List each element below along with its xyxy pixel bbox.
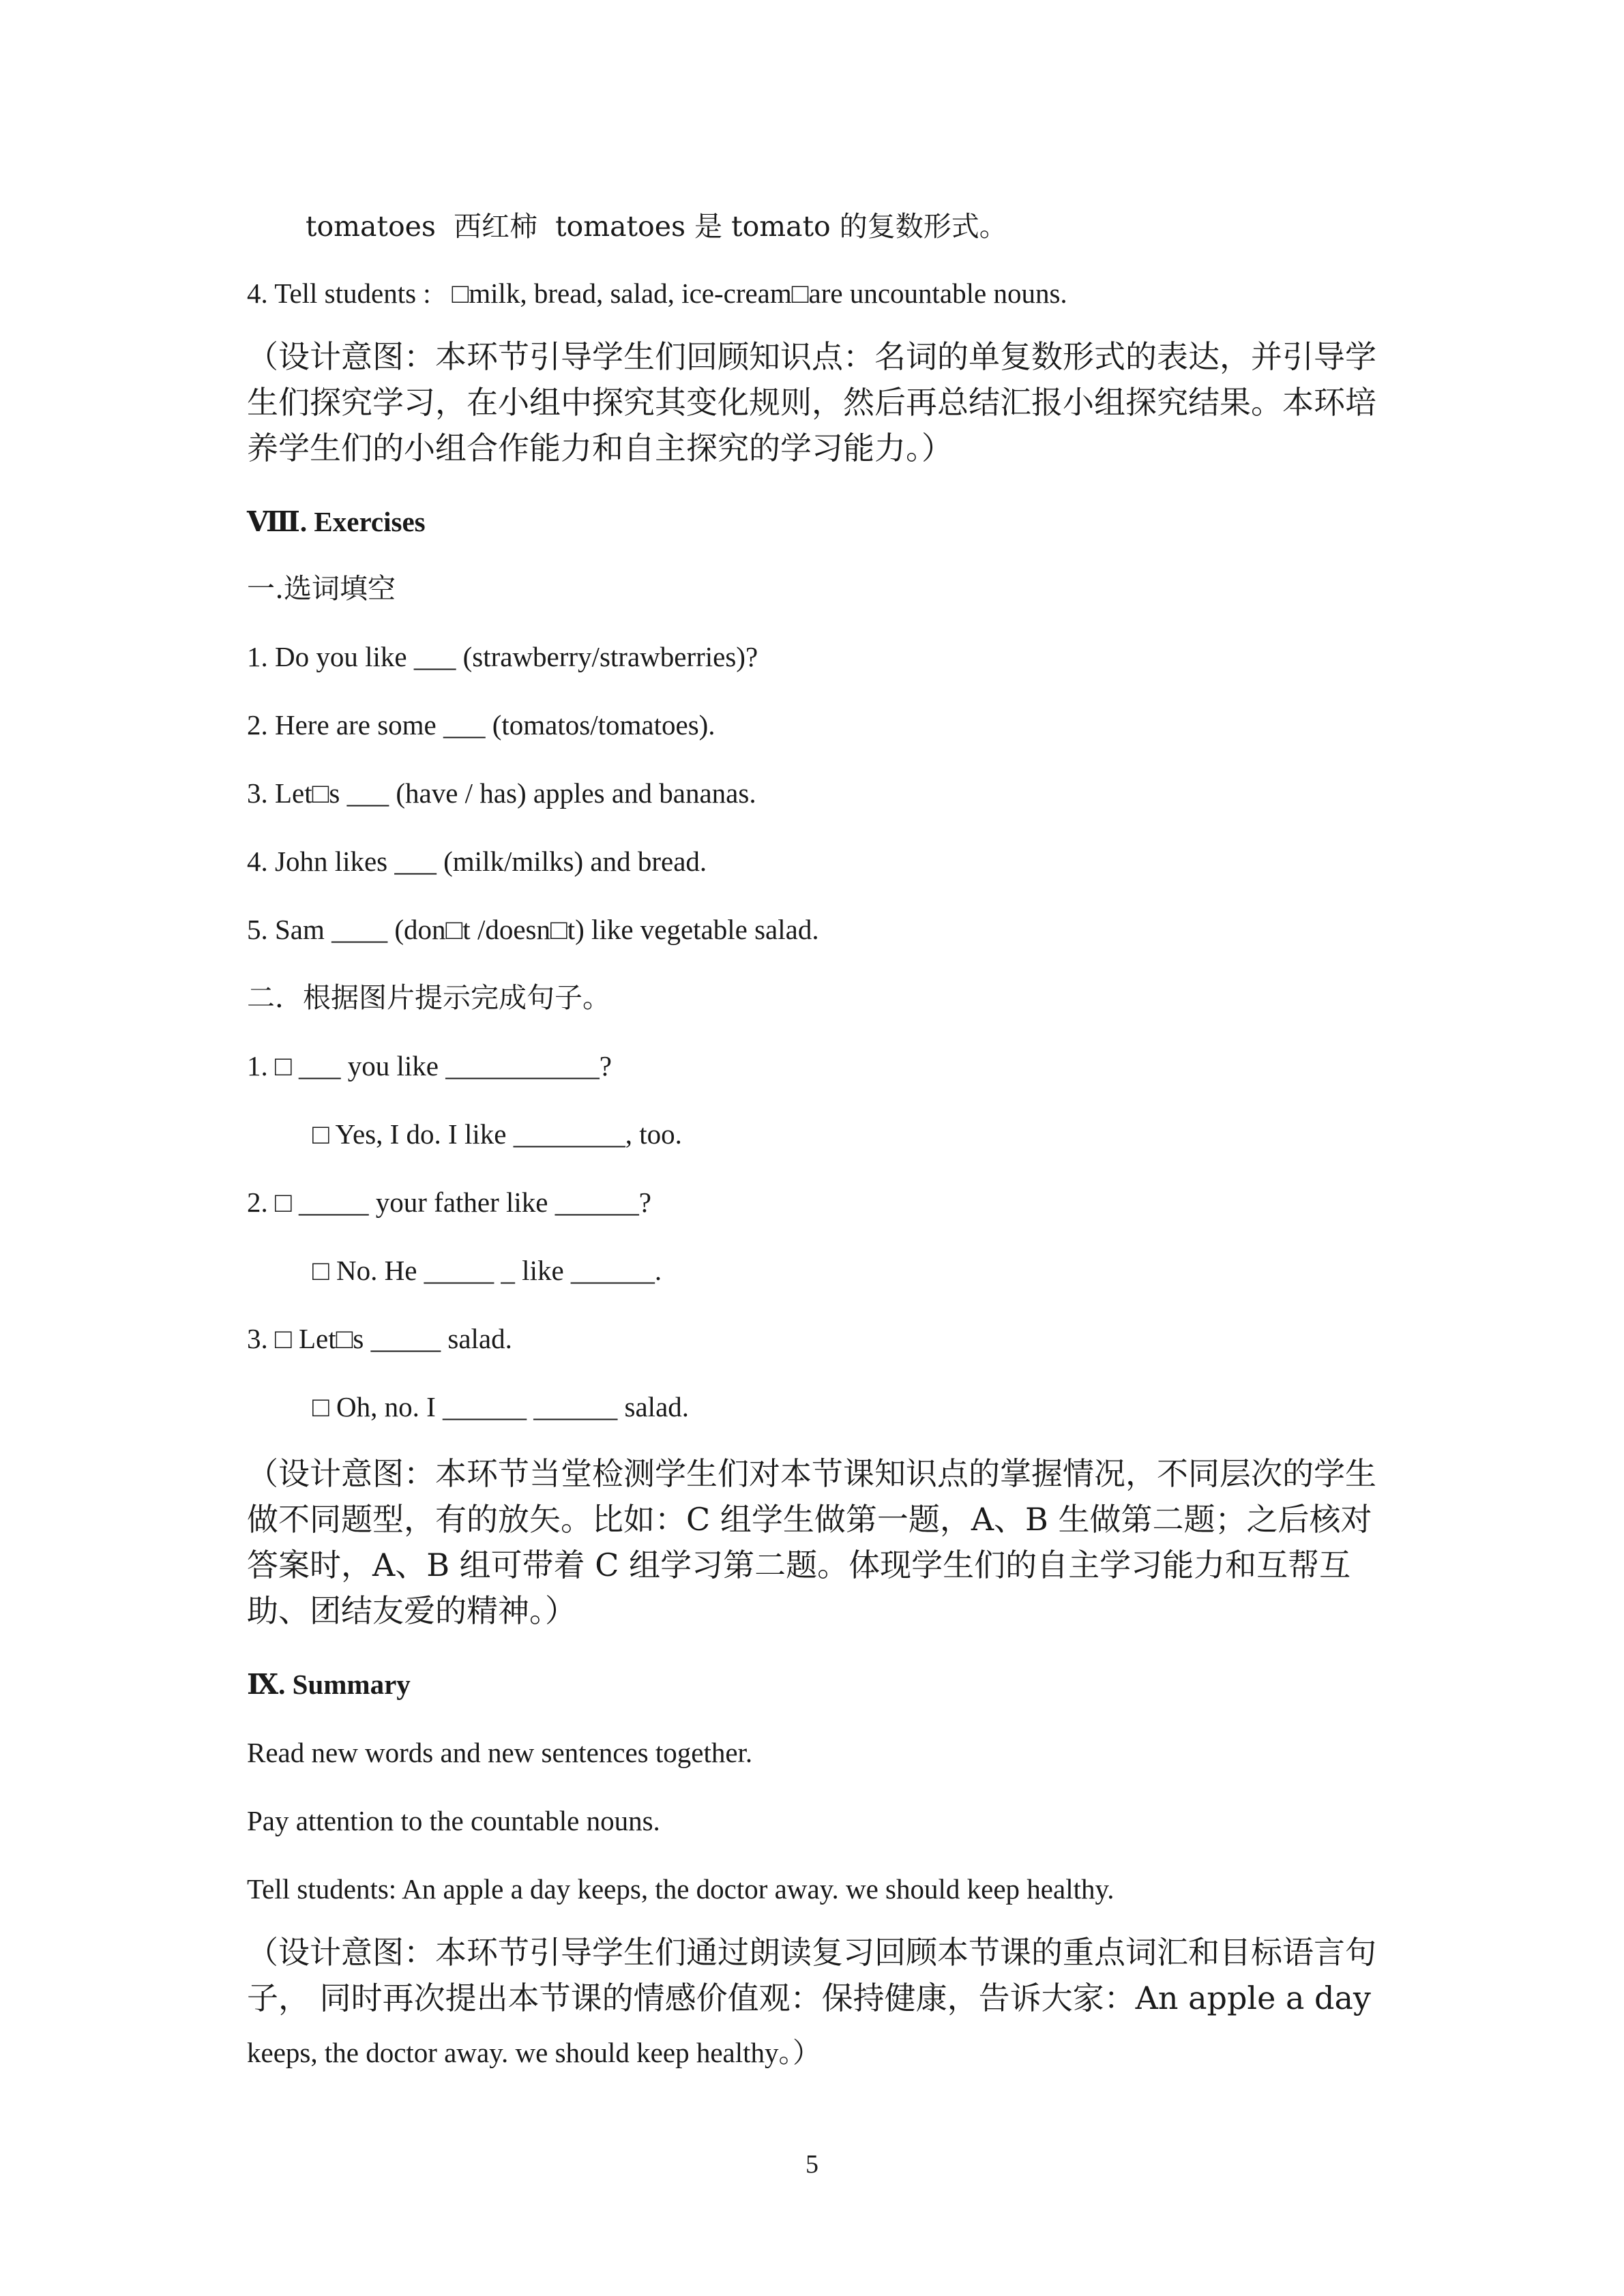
subsection-title-fill-in: 一.选词填空 — [247, 572, 396, 605]
exercise-item-4: 4. John likes ___ (milk/milks) and bread. — [247, 846, 707, 877]
design-intent-paragraph-3-end: keeps, the doctor away. we should keep healthy。） — [247, 2037, 821, 2068]
question-1-line-b: □ Yes, I do. I like ________, too. — [312, 1118, 682, 1150]
summary-line-2: Pay attention to the countable nouns. — [247, 1805, 660, 1836]
question-3-line-a: 3. □ Let□s _____ salad. — [247, 1323, 512, 1354]
exercise-item-5: 5. Sam ____ (don□t /doesn□t) like vegetable salad. — [247, 914, 819, 945]
subsection-title-complete-sentences: 二．根据图片提示完成句子。 — [247, 981, 610, 1014]
summary-line-3: Tell students: An apple a day keeps, the doctor away. we should keep healthy. — [247, 1873, 1114, 1905]
text-line-tomatoes: tomatoes 西红柿 tomatoes 是 tomato 的复数形式。 — [306, 210, 1007, 243]
question-1-line-a: 1. □ ___ you like ___________? — [247, 1050, 612, 1082]
text-line-uncountable-nouns: 4. Tell students : □milk, bread, salad, ice-cream□are uncountable nouns. — [247, 278, 1067, 309]
design-intent-paragraph-1: （设计意图：本环节引导学生们回顾知识点：名词的单复数形式的表达，并引导学生们探究学习，在小组中探究其变化规则，然后再总结汇报小组探究结果。本环培养学生们的小组合作能力和自主探究的学习能力。） — [247, 338, 1376, 466]
exercise-item-3: 3. Let□s ___ (have / has) apples and bananas. — [247, 777, 756, 809]
question-3-line-b: □ Oh, no. I ______ ______ salad. — [312, 1391, 690, 1422]
exercise-item-1: 1. Do you like ___ (strawberry/strawberries)? — [247, 641, 758, 672]
design-intent-paragraph-3: （设计意图：本环节引导学生们通过朗读复习回顾本节课的重点词汇和目标语言句子， 同时再次提出本节课的情感价值观：保持健康，告诉大家：An apple a day — [247, 1934, 1376, 2016]
question-2-line-a: 2. □ _____ your father like ______? — [247, 1187, 651, 1218]
design-intent-paragraph-2: （设计意图：本环节当堂检测学生们对本节课知识点的掌握情况，不同层次的学生做不同题型，有的放矢。比如：C 组学生做第一题，A、B 生做第二题；之后核对答案时，A、B 组可带着 C 组学习第二题。体现学生们的自主学习能力和互帮互助、团结友爱的精神。） — [247, 1455, 1376, 1629]
section-heading-summary: Ⅸ. Summary — [247, 1669, 411, 1700]
section-heading-exercises: Ⅷ. Exercises — [247, 506, 426, 537]
page-number: 5 — [806, 2150, 818, 2179]
question-2-line-b: □ No. He _____ _ like ______. — [312, 1255, 662, 1286]
exercise-item-2: 2. Here are some ___ (tomatos/tomatoes). — [247, 709, 715, 741]
summary-line-1: Read new words and new sentences together. — [247, 1737, 753, 1768]
